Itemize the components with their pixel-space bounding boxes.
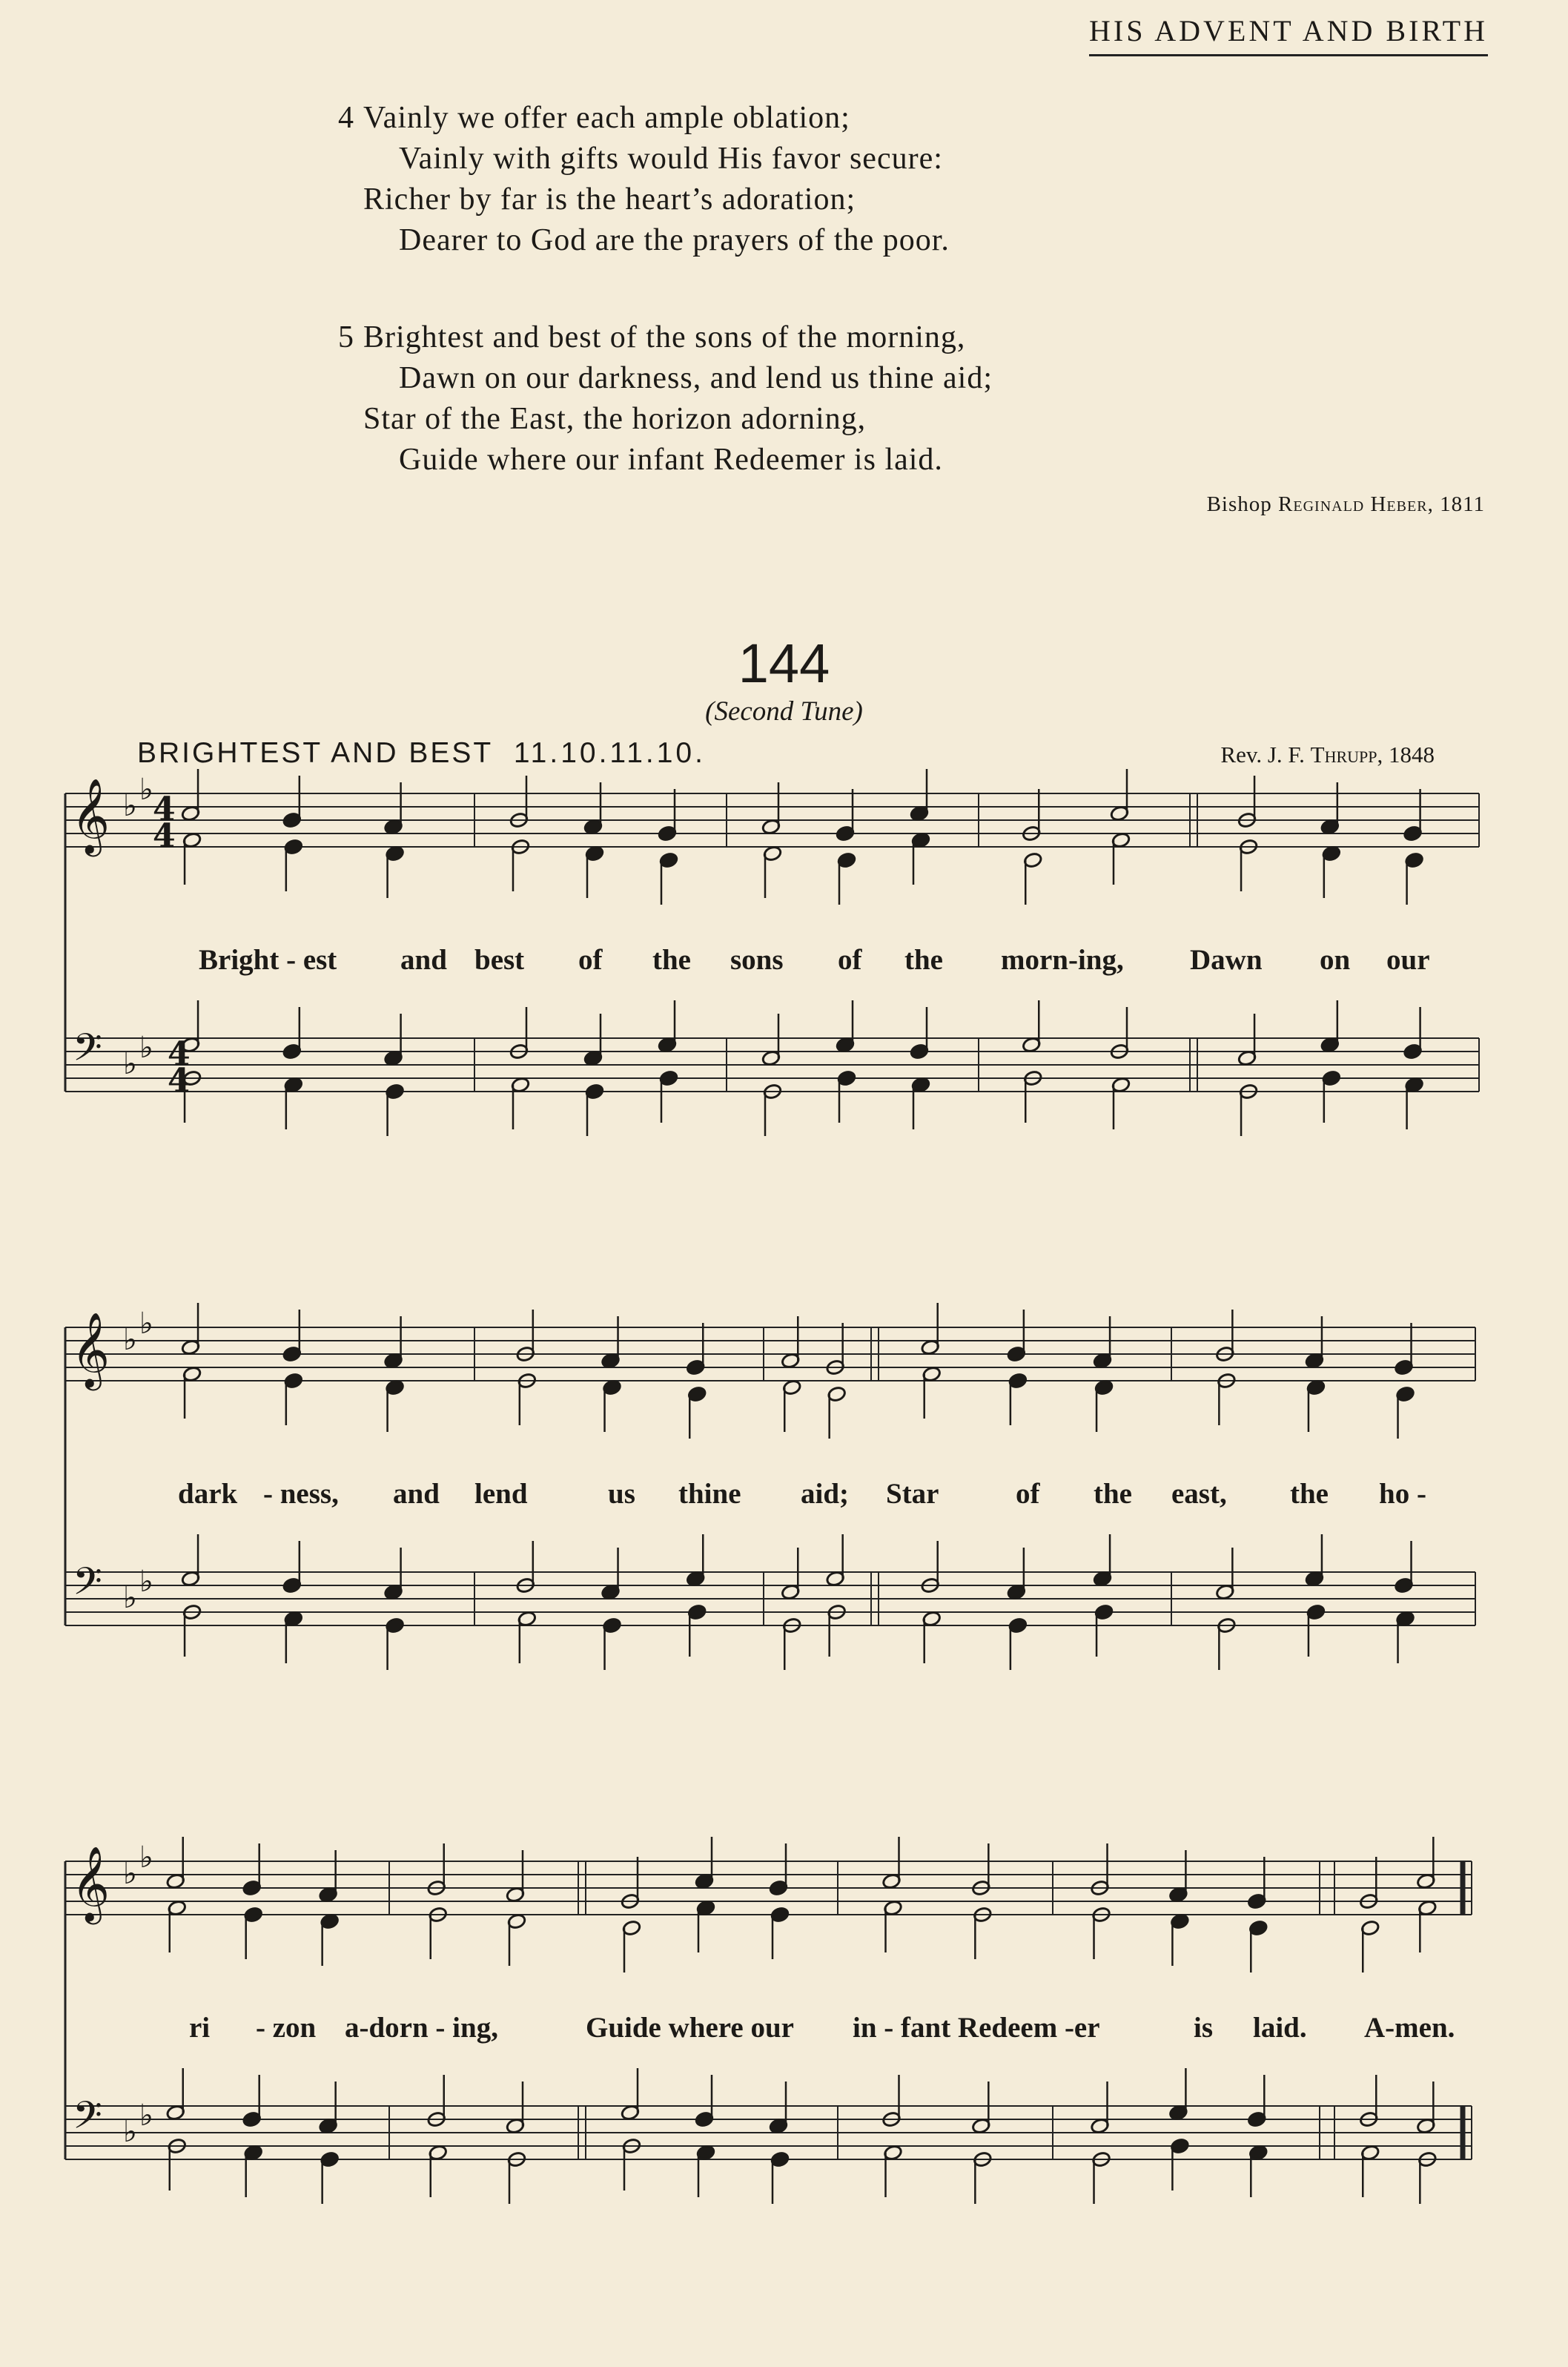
lyric-syllable: the <box>1290 1478 1329 1510</box>
attribution-prefix: Bishop <box>1206 492 1272 516</box>
flat-icon: ♭ <box>139 2099 153 2133</box>
lyric-syllable: on <box>1320 944 1351 976</box>
bass-clef-icon: 𝄢 <box>73 1559 102 1613</box>
flat-icon: ♭ <box>123 789 137 823</box>
flat-icon: ♭ <box>139 1031 153 1065</box>
lyric-syllable: of <box>838 944 862 976</box>
verse-line: Brightest and best of the sons of the morning, <box>363 320 966 354</box>
lyric-syllable: A-men. <box>1364 2012 1455 2044</box>
lyric-syllable: Bright - est <box>199 944 337 976</box>
lyric-syllable: ho - <box>1379 1478 1426 1510</box>
verse-line: Richer by far is the heart’s adoration; <box>363 182 856 217</box>
verse-line: Guide where our infant Redeemer is laid. <box>399 443 943 477</box>
hymn-subtitle: (Second Tune) <box>705 696 863 727</box>
flat-icon: ♭ <box>139 773 153 807</box>
treble-clef-icon: 𝄞 <box>71 1311 110 1387</box>
lyric-syllable: sons <box>730 944 784 976</box>
lyric-syllable: is <box>1194 2012 1214 2044</box>
verse-line: Vainly with gifts would His favor secure: <box>399 142 943 176</box>
verse-line: Dearer to God are the prayers of the poor. <box>399 223 950 257</box>
composer-name: Thrupp <box>1310 742 1377 767</box>
lyric-syllable: - ness, <box>263 1478 339 1510</box>
tune-title: BRIGHTEST AND BEST <box>137 737 494 769</box>
lyric-syllable: east, <box>1171 1478 1227 1510</box>
lyric-syllable: dark <box>178 1478 238 1510</box>
flat-icon: ♭ <box>139 1307 153 1341</box>
lyric-syllable: aid; <box>801 1478 850 1510</box>
treble-clef-icon: 𝄞 <box>71 1845 110 1921</box>
tune-meter: 11.10.11.10. <box>513 737 706 769</box>
time-signature-bottom: 4 <box>153 817 176 855</box>
verse-number: 4 <box>338 101 354 135</box>
verse-number: 5 <box>338 320 354 354</box>
time-signature-top: 4 <box>153 790 176 828</box>
flat-icon: ♭ <box>123 2115 137 2149</box>
attribution-year: , 1811 <box>1427 492 1485 516</box>
staff-systems <box>65 769 1479 2204</box>
flat-icon: ♭ <box>139 1565 153 1599</box>
bass-clef-icon: 𝄢 <box>73 2093 102 2147</box>
lyric-syllable: lend <box>474 1478 528 1510</box>
flat-icon: ♭ <box>123 1323 137 1357</box>
treble-clef-icon: 𝄞 <box>71 777 110 854</box>
lyric-syllable: and <box>400 944 447 976</box>
lyric-syllable: Star <box>886 1478 939 1510</box>
time-signature-top: 4 <box>168 1035 191 1073</box>
lyric-syllable: Guide where our <box>586 2012 794 2044</box>
time-signature-bottom: 4 <box>168 1062 191 1100</box>
lyric-syllable: best <box>474 944 525 976</box>
lyric-syllable: and <box>393 1478 440 1510</box>
bass-clef-icon: 𝄢 <box>73 1025 102 1079</box>
hymn-number: 144 <box>738 633 830 694</box>
verse-line: Vainly we offer each ample oblation; <box>363 101 850 135</box>
composer-prefix: Rev. J. F. <box>1220 742 1305 767</box>
lyric-syllable: of <box>1016 1478 1040 1510</box>
lyric-syllable: of <box>578 944 603 976</box>
flat-icon: ♭ <box>123 1047 137 1081</box>
verse-line: Star of the East, the horizon adorning, <box>363 402 867 436</box>
lyric-syllable: ri <box>189 2012 211 2044</box>
lyric-syllable: the <box>652 944 691 976</box>
lyric-syllable: the <box>1094 1478 1132 1510</box>
lyric-syllable: morn-ing, <box>1001 944 1124 976</box>
lyric-syllable: thine <box>678 1478 741 1510</box>
lyric-syllable: laid. <box>1253 2012 1307 2044</box>
lyric-syllable: - zon <box>256 2012 317 2044</box>
lyric-syllable: the <box>904 944 943 976</box>
lyric-syllable: us <box>608 1478 635 1510</box>
composer-year: , 1848 <box>1377 742 1435 767</box>
lyric-syllable: in - fant Redeem -er <box>853 2012 1100 2044</box>
lyric-syllable: a-dorn - ing, <box>345 2012 498 2044</box>
running-header: HIS ADVENT AND BIRTH <box>1089 13 1488 56</box>
lyric-syllable: our <box>1386 944 1430 976</box>
flat-icon: ♭ <box>123 1857 137 1891</box>
flat-icon: ♭ <box>139 1841 153 1875</box>
flat-icon: ♭ <box>123 1581 137 1615</box>
attribution-author: Reginald Heber <box>1278 492 1428 516</box>
verse-line: Dawn on our darkness, and lend us thine aid; <box>399 361 993 395</box>
lyric-syllable: Dawn <box>1190 944 1263 976</box>
